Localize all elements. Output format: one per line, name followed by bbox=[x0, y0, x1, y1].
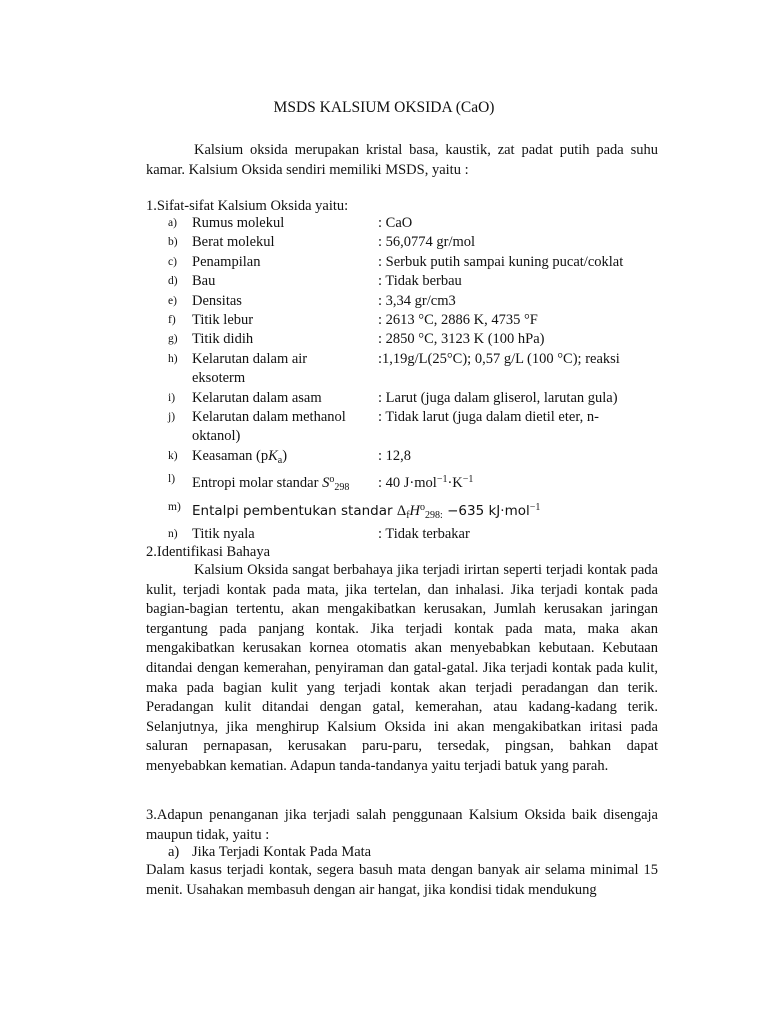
property-label: d) bbox=[168, 275, 178, 288]
section3-subheading bbox=[146, 842, 371, 862]
property-label: e) bbox=[168, 294, 177, 307]
property-label: h) bbox=[168, 352, 178, 365]
property-name: Titik didih bbox=[192, 331, 254, 348]
property-name: oktanol) bbox=[192, 428, 241, 445]
section2-heading: 2.Identifikasi Bahaya bbox=[146, 544, 271, 560]
section3-paragraph: 3.Adapun penanganan jika terjadi salah penggunaan Kalsium Oksida baik disengaja maupun tidak, yaitu : bbox=[146, 807, 658, 843]
property-row bbox=[146, 272, 658, 291]
property-row bbox=[146, 214, 658, 233]
property-row bbox=[146, 427, 658, 446]
property-label: j) bbox=[168, 411, 176, 424]
property-value bbox=[378, 369, 658, 388]
property-value: : Larut (juga dalam gliserol, larutan gula) bbox=[378, 389, 618, 406]
property-name: Kelarutan dalam air bbox=[192, 350, 308, 367]
section3-sub-paragraph: Dalam kasus terjadi kontak, segera basuh mata dengan banyak air selama minimal 15 menit. Usahakan membasuh dengan air hangat, jika kondisi tidak mendukung bbox=[146, 862, 658, 898]
property-label: l) bbox=[168, 473, 176, 486]
property-row bbox=[146, 389, 658, 408]
property-label: k) bbox=[168, 449, 178, 462]
property-name: Titik nyala bbox=[192, 526, 255, 543]
property-name: Penampilan bbox=[192, 253, 261, 270]
property-value: : Tidak larut (juga dalam dietil eter, n- bbox=[378, 409, 599, 426]
property-row bbox=[146, 311, 658, 330]
property-value: : 40 $J\cdot mol^{-1}\cdot K^{-1}$ bbox=[378, 474, 474, 492]
property-name: Entropi molar standar $S^o_{298}$ bbox=[192, 474, 350, 494]
section2-paragraph bbox=[146, 561, 658, 777]
property-list bbox=[146, 214, 658, 545]
property-row-k bbox=[146, 447, 658, 470]
property-label bbox=[146, 369, 192, 388]
property-row bbox=[146, 233, 658, 252]
intro-paragraph bbox=[146, 141, 658, 180]
property-row bbox=[146, 330, 658, 349]
property-name: eksoterm bbox=[192, 370, 246, 387]
property-label: c) bbox=[168, 255, 177, 268]
subheading-title: Jika Terjadi Kontak Pada Mata bbox=[192, 844, 372, 860]
property-name: Bau bbox=[192, 273, 216, 290]
property-value: : CaO bbox=[378, 215, 413, 231]
property-name: Berat molekul bbox=[192, 234, 275, 251]
property-value: :1,19g/L(25°C); 0,57 g/L (100 °C); reaksi bbox=[378, 350, 620, 367]
property-value: : Tidak berbau bbox=[378, 273, 462, 290]
property-label: a) bbox=[168, 217, 177, 229]
property-value bbox=[378, 427, 658, 446]
property-value: : Serbuk putih sampai kuning pucat/coklat bbox=[378, 253, 624, 270]
property-value: : Tidak terbakar bbox=[378, 526, 470, 543]
property-row bbox=[146, 408, 658, 427]
property-name: Keasaman $(pK_a)$ bbox=[192, 447, 288, 466]
property-row-m bbox=[146, 498, 658, 525]
property-value: : 56,0774 gr/mol bbox=[378, 234, 476, 251]
property-label: n) bbox=[168, 528, 178, 541]
property-name: Kelarutan dalam asam bbox=[192, 389, 322, 406]
property-name: Rumus molekul bbox=[192, 215, 285, 231]
property-label: b) bbox=[168, 236, 178, 249]
property-row-l bbox=[146, 470, 658, 497]
property-row bbox=[146, 253, 658, 272]
property-label: f) bbox=[168, 314, 176, 327]
property-row bbox=[146, 350, 658, 369]
property-label: g) bbox=[168, 333, 178, 346]
property-label: i) bbox=[168, 391, 176, 404]
property-value: : 12,8 bbox=[378, 447, 412, 464]
property-row bbox=[146, 369, 658, 388]
intro-text: Kalsium oksida merupakan kristal basa, kaustik, zat padat putih pada suhu kamar. Kalsium Oksida sendiri memiliki MSDS, yaitu : bbox=[146, 142, 658, 178]
section2-text: Kalsium Oksida sangat berbahaya jika terjadi irirtan seperti terjadi kontak pada kulit, terjadi kontak pada mata, jika tertelan, dan inhalasi. Jika terjadi kontak pada bagian-bagian tertentu, akan mengakibatkan kerusakan, Jumlah kerusakan jaringan tergantung pada panjang kontak. Jika terjadi kontak pada mata, maka akan mengakibatkan kerusakan kornea otomatis akan menyebabkan kebutaan. Kebutaan ditandai dengan kemerahan, penyiraman dan gatal-gatal. Jika terjadi kontak pada kulit, maka pada bagian kulit yang terjadi kontak akan terjadi peradangan dan terik. Peradangan kulit ditandai dengan gatal, kemerahan, atau kadang-kadang terik. Selanjutnya, jika menghirup Kalsium Oksida ini akan mengakibatkan iritasi pada saluran pernapasan, kerusakan paru-paru, tersedak, pingsan, bahkan dapat menyebabkan kematian. Adapun tanda-tandanya yaitu terjadi batuk yang parah. bbox=[146, 562, 658, 774]
property-name: Entalpi pembentukan standar $\Delta_fH^o_{298:} -635$ kJ·mol$^{-1}$ bbox=[192, 501, 541, 521]
property-name: Densitas bbox=[192, 292, 242, 309]
property-value: : 3,34 gr/cm3 bbox=[378, 292, 456, 309]
property-name: Kelarutan dalam methanol bbox=[192, 409, 346, 426]
property-name: Titik lebur bbox=[192, 312, 254, 329]
subheading-label: a) bbox=[168, 844, 180, 860]
property-value: : 2850 °C, 3123 K (100 hPa) bbox=[378, 331, 545, 348]
property-label: m) bbox=[168, 500, 181, 513]
property-row bbox=[146, 292, 658, 311]
property-value: : 2613 °C, 2886 K, 4735 °F bbox=[378, 312, 538, 329]
property-label bbox=[146, 427, 192, 446]
section1-heading: 1.Sifat-sifat Kalsium Oksida yaitu: bbox=[146, 198, 349, 214]
document-title: MSDS KALSIUM OKSIDA (CaO) bbox=[273, 99, 495, 116]
